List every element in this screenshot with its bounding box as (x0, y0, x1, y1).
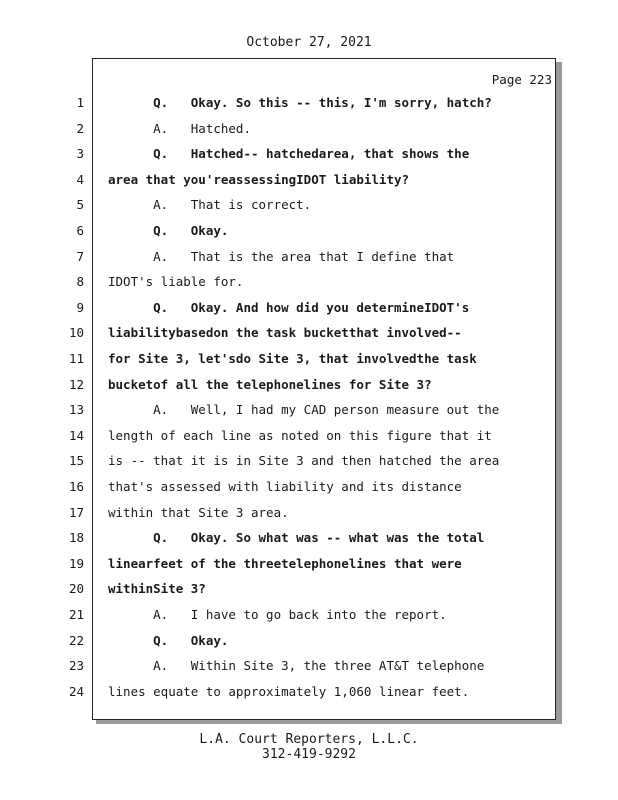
transcript-line (0, 505, 560, 525)
transcript-line (0, 581, 560, 601)
page-number: Page 223 (491, 72, 552, 87)
transcript-line (0, 300, 560, 320)
line-text: lines equate to approximately 1,060 linear feet. (108, 683, 470, 699)
line-text: Q. Okay. So this -- this, I'm sorry, hatch? (108, 95, 492, 110)
line-number: 23 (68, 658, 84, 674)
line-text: A. Hatched. (108, 120, 251, 136)
transcript-line (0, 249, 560, 269)
footer-company: L.A. Court Reporters, L.L.C. (199, 732, 419, 747)
line-number: 7 (76, 248, 84, 264)
line-number: 21 (68, 607, 84, 622)
transcript-line (0, 633, 560, 653)
transcript-line (0, 479, 560, 499)
transcript-line (0, 274, 560, 294)
transcript-line (0, 223, 560, 243)
line-number: 18 (68, 530, 84, 546)
line-text: A. That is correct. (108, 197, 312, 213)
line-number: 13 (68, 402, 84, 418)
line-number: 1 (76, 95, 84, 110)
line-text: Q. Okay. So what was -- what was the total (108, 530, 485, 546)
footer-phone: 312-419-9292 (262, 747, 356, 762)
line-number: 6 (76, 223, 84, 238)
line-number: 10 (68, 325, 84, 341)
line-number: 3 (76, 146, 84, 162)
transcript-line (0, 607, 560, 627)
line-text: A. That is the area that I define that (108, 248, 455, 264)
transcript-line (0, 658, 560, 678)
line-text: liabilitybasedon the task bucketthat involved-- (108, 325, 462, 341)
line-text: linearfeet of the threetelephonelines that were (108, 555, 462, 571)
transcript-line (0, 684, 560, 704)
transcript-line (0, 428, 560, 448)
line-number: 8 (76, 274, 84, 290)
line-text: that's assessed with liability and its distance (108, 479, 462, 494)
line-text: within that Site 3 area. (108, 504, 289, 520)
line-text: area that you'reassessingIDOT liability? (108, 171, 410, 187)
line-number: 17 (68, 504, 84, 520)
line-number: 12 (68, 376, 84, 392)
transcript-line (0, 95, 560, 115)
line-text: Q. Okay. (108, 632, 229, 648)
line-number: 11 (68, 351, 84, 366)
line-number: 15 (68, 453, 84, 469)
line-text: IDOT's liable for. (108, 274, 244, 290)
line-text: length of each line as noted on this figure that it (108, 427, 492, 443)
transcript-line (0, 325, 560, 345)
line-text: Q. Okay. And how did you determineIDOT's (108, 299, 470, 315)
line-text: Q. Okay. (108, 223, 229, 238)
line-number: 24 (68, 683, 84, 699)
transcript-line (0, 197, 560, 217)
transcript-line (0, 121, 560, 141)
line-number: 16 (68, 479, 84, 494)
line-text: Q. Hatched-- hatchedarea, that shows the (108, 146, 470, 162)
line-number: 2 (76, 120, 84, 136)
line-text: A. I have to go back into the report. (108, 607, 447, 622)
line-number: 14 (68, 427, 84, 443)
line-text: bucketof all the telephonelines for Site 3? (108, 376, 432, 392)
line-text: is -- that it is in Site 3 and then hatched the area (108, 453, 500, 469)
line-number: 9 (76, 299, 84, 315)
line-number: 5 (76, 197, 84, 213)
transcript-line (0, 530, 560, 550)
transcript-line (0, 453, 560, 473)
transcript-line (0, 377, 560, 397)
line-text: A. Well, I had my CAD person measure out the (108, 402, 500, 418)
line-number: 22 (68, 632, 84, 648)
transcript-line (0, 146, 560, 166)
line-number: 19 (68, 555, 84, 571)
transcript-line (0, 351, 560, 371)
line-text: for Site 3, let'sdo Site 3, that involvedthe task (108, 351, 477, 366)
transcript-line (0, 402, 560, 422)
transcript-line (0, 556, 560, 576)
transcript-line (0, 172, 560, 192)
line-text: withinSite 3? (108, 581, 206, 597)
transcript-date: October 27, 2021 (246, 35, 372, 50)
line-number: 20 (68, 581, 84, 597)
line-text: A. Within Site 3, the three AT&T telephone (108, 658, 485, 674)
line-number: 4 (76, 171, 84, 187)
